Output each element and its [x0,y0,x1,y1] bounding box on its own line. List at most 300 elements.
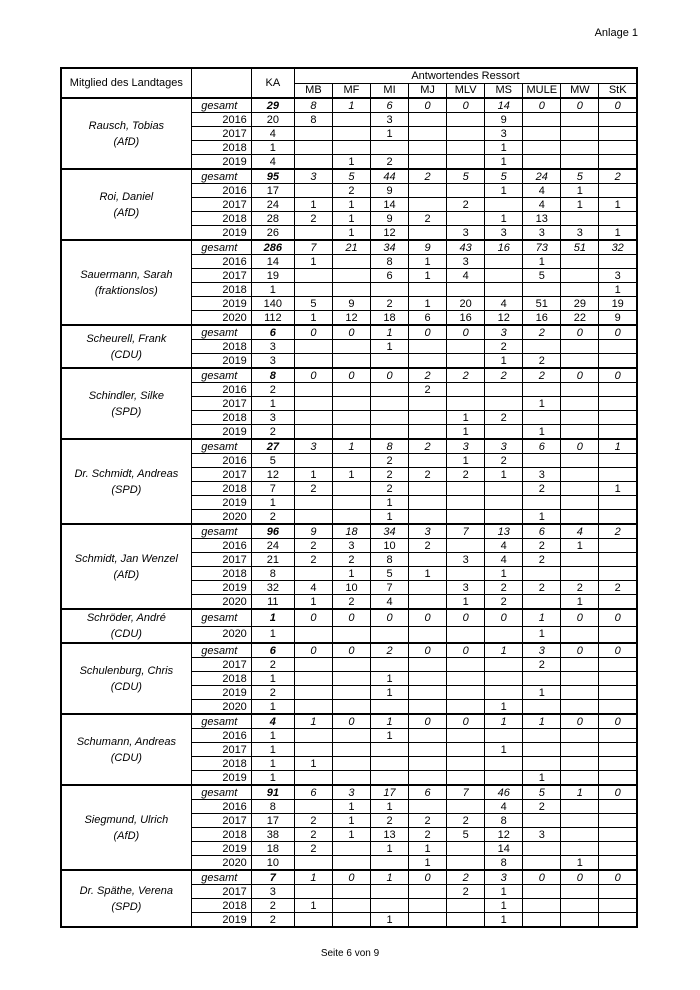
row-label: 2020 [191,856,251,871]
member-cell [61,524,191,609]
ressort-value-mf [332,743,370,757]
ressort-value-mi: 34 [371,524,409,539]
ressort-value-mlv: 5 [447,169,485,184]
ressort-value-ms [485,672,523,686]
ressort-value-mf [332,729,370,743]
ressort-value-stk: 0 [599,609,637,626]
ressort-value-mule [523,700,561,715]
ressort-value-mw [561,800,599,814]
ressort-value-mb [294,354,332,369]
ressort-value-mlv [447,127,485,141]
ka-value: 5 [251,454,294,468]
member-total-row [61,785,637,800]
ressort-value-mi: 1 [371,510,409,525]
ressort-value-mule: 6 [523,439,561,454]
ressort-value-mw [561,567,599,581]
row-label: gesamt [191,609,251,626]
ressort-value-mj: 2 [409,539,447,553]
ka-value: 8 [251,800,294,814]
ressort-value-mi [371,856,409,871]
ka-value: 96 [251,524,294,539]
ressort-value-stk [599,127,637,141]
ressort-value-mj [409,899,447,913]
ressort-value-mb: 1 [294,899,332,913]
row-label: 2018 [191,672,251,686]
ressort-value-mj [409,425,447,440]
ressort-value-mf: 0 [332,714,370,729]
ressort-value-mw: 0 [561,98,599,113]
row-label: 2018 [191,757,251,771]
ressort-value-mlv: 3 [447,255,485,269]
ressort-value-mf [332,482,370,496]
ressort-value-ms [485,255,523,269]
ressort-value-mi: 1 [371,672,409,686]
ka-value: 14 [251,255,294,269]
ressort-value-mule: 4 [523,184,561,198]
member-name: Scheurell, Frank [86,332,167,345]
row-label: gesamt [191,368,251,383]
ressort-value-mlv [447,757,485,771]
inquiries-table-container [60,67,638,928]
ressort-value-mule [523,340,561,354]
ressort-value-mlv [447,184,485,198]
row-label: 2019 [191,686,251,700]
ressort-value-ms: 1 [485,468,523,482]
ressort-value-ms: 1 [485,700,523,715]
ressort-value-stk [599,539,637,553]
ressort-value-mi [371,771,409,786]
ressort-value-ms [485,383,523,397]
ressort-value-mb [294,658,332,672]
ressort-value-mf: 10 [332,581,370,595]
ressort-value-mj [409,885,447,899]
row-label: gesamt [191,643,251,658]
ressort-value-mj [409,658,447,672]
ressort-value-mw: 0 [561,325,599,340]
ressort-value-mw [561,212,599,226]
ressort-value-mj: 1 [409,255,447,269]
ressort-value-mb [294,729,332,743]
ressort-value-mlv [447,482,485,496]
ressort-value-ms: 9 [485,113,523,127]
ressort-value-ms: 2 [485,340,523,354]
ressort-value-mlv [447,658,485,672]
ressort-value-stk: 1 [599,283,637,297]
row-label: 2019 [191,913,251,928]
ressort-value-mlv: 1 [447,454,485,468]
ressort-value-mule: 3 [523,226,561,241]
ressort-value-mj [409,184,447,198]
ressort-value-mj [409,496,447,510]
ressort-value-mule: 2 [523,325,561,340]
ka-value: 1 [251,496,294,510]
row-label: 2019 [191,297,251,311]
row-label: 2019 [191,771,251,786]
ressort-value-mule [523,842,561,856]
ressort-value-mj [409,354,447,369]
ressort-value-mlv: 0 [447,98,485,113]
ressort-value-mule: 24 [523,169,561,184]
ressort-value-mi [371,899,409,913]
ressort-value-mi [371,626,409,643]
ressort-value-mi: 2 [371,454,409,468]
ressort-value-mf [332,340,370,354]
ressort-value-mb: 1 [294,468,332,482]
row-label: 2016 [191,454,251,468]
ressort-value-mf [332,141,370,155]
row-label: 2019 [191,842,251,856]
ressort-value-ms: 1 [485,141,523,155]
ressort-value-mb: 1 [294,311,332,326]
ressort-value-mf: 0 [332,643,370,658]
ressort-value-mw [561,411,599,425]
ressort-value-mb [294,141,332,155]
ressort-value-mf: 0 [332,609,370,626]
ressort-value-mb: 3 [294,169,332,184]
ressort-value-stk: 19 [599,297,637,311]
ressort-value-mw [561,757,599,771]
ressort-value-mlv [447,856,485,871]
ressort-value-mule: 1 [523,397,561,411]
ressort-value-mule [523,885,561,899]
ressort-value-mlv: 2 [447,814,485,828]
ressort-value-mw [561,354,599,369]
ressort-value-ms: 1 [485,913,523,928]
ressort-value-mlv: 3 [447,553,485,567]
member-total-row [61,169,637,184]
ressort-value-mw: 29 [561,297,599,311]
ressort-value-mule: 4 [523,198,561,212]
ka-value: 17 [251,814,294,828]
member-name: Schindler, Silke [88,389,164,402]
ressort-value-stk [599,700,637,715]
ka-value: 4 [251,155,294,170]
ressort-value-mw [561,283,599,297]
ressort-value-mi [371,658,409,672]
ressort-value-mj [409,686,447,700]
ressort-value-mb: 1 [294,870,332,885]
ressort-value-mi: 4 [371,595,409,610]
ressort-value-ms [485,686,523,700]
row-label: 2017 [191,814,251,828]
row-label: 2016 [191,113,251,127]
ressort-value-mf [332,672,370,686]
ressort-value-mb: 5 [294,297,332,311]
ressort-value-mlv: 2 [447,885,485,899]
ressort-value-mi: 1 [371,686,409,700]
ressort-value-mule: 2 [523,354,561,369]
ressort-value-ms [485,626,523,643]
ressort-value-mj [409,553,447,567]
ressort-value-mule: 1 [523,686,561,700]
ressort-value-mb: 8 [294,98,332,113]
ressort-value-mf [332,885,370,899]
ressort-value-mw [561,269,599,283]
ressort-value-mb [294,913,332,928]
ressort-value-ms [485,496,523,510]
ressort-value-mw [561,686,599,700]
ressort-value-mule: 2 [523,553,561,567]
row-label: 2018 [191,283,251,297]
row-label: 2017 [191,743,251,757]
ressort-value-mf: 1 [332,800,370,814]
ressort-value-mi: 2 [371,814,409,828]
ka-value: 2 [251,510,294,525]
ressort-value-mb: 3 [294,439,332,454]
row-label: 2017 [191,553,251,567]
ressort-value-mule [523,411,561,425]
row-label: 2018 [191,141,251,155]
ressort-value-mule: 6 [523,524,561,539]
ressort-value-mj: 1 [409,269,447,283]
ressort-value-mi: 8 [371,553,409,567]
ressort-value-mule: 2 [523,800,561,814]
ressort-value-mf: 0 [332,325,370,340]
ressort-value-mlv [447,283,485,297]
row-label: 2019 [191,226,251,241]
ressort-value-mlv: 43 [447,240,485,255]
ressort-value-mi: 10 [371,539,409,553]
ressort-value-stk: 2 [599,524,637,539]
ressort-value-mb [294,510,332,525]
ressort-value-ms: 12 [485,311,523,326]
ressort-value-mi: 1 [371,800,409,814]
ka-value: 11 [251,595,294,610]
row-label: 2020 [191,311,251,326]
member-party: (AfD) [113,829,140,842]
ressort-value-mb [294,269,332,283]
ka-value: 3 [251,411,294,425]
ressort-value-ms [485,658,523,672]
row-label: 2016 [191,539,251,553]
ressort-value-mf [332,383,370,397]
ressort-value-stk: 2 [599,169,637,184]
ressort-group-header: Antwortendes Ressort [294,68,637,83]
member-party: (CDU) [110,348,142,361]
ressort-value-mule: 1 [523,609,561,626]
ka-value: 3 [251,885,294,899]
member-cell [61,870,191,927]
row-label: gesamt [191,98,251,113]
ressort-value-mw [561,340,599,354]
ressort-value-mi [371,354,409,369]
member-total-row [61,325,637,340]
ressort-value-mf [332,354,370,369]
ressort-value-mule: 1 [523,255,561,269]
ressort-value-mi: 13 [371,828,409,842]
ressort-value-mj [409,155,447,170]
ressort-value-ms: 1 [485,714,523,729]
row-label: gesamt [191,325,251,340]
member-name: Schulenburg, Chris [79,664,174,677]
ressort-value-mb [294,397,332,411]
ressort-value-ms: 1 [485,354,523,369]
ressort-value-mlv [447,626,485,643]
ressort-value-stk: 0 [599,785,637,800]
ressort-value-mule [523,899,561,913]
ressort-value-mw: 4 [561,524,599,539]
ressort-value-stk [599,856,637,871]
member-party: (SPD) [111,405,142,418]
row-label: 2018 [191,482,251,496]
ressort-value-mi: 9 [371,212,409,226]
ressort-header-ms: MS [485,83,523,98]
ressort-value-mule [523,757,561,771]
ressort-value-ms: 2 [485,454,523,468]
ressort-value-mb [294,771,332,786]
ressort-value-stk [599,354,637,369]
ressort-value-mw: 1 [561,198,599,212]
ressort-value-mw: 0 [561,368,599,383]
member-total-row [61,714,637,729]
ressort-value-mi: 1 [371,870,409,885]
ressort-value-mule [523,141,561,155]
ressort-value-mule: 2 [523,581,561,595]
ressort-value-mule [523,729,561,743]
ressort-value-mi: 0 [371,368,409,383]
ressort-value-mule: 16 [523,311,561,326]
ressort-value-mj [409,127,447,141]
ka-value: 1 [251,700,294,715]
member-name: Dr. Schmidt, Andreas [74,467,179,480]
ressort-value-mi: 1 [371,340,409,354]
ressort-value-mj: 2 [409,439,447,454]
ressort-value-stk [599,255,637,269]
ressort-value-mf [332,626,370,643]
ka-value: 24 [251,539,294,553]
ressort-value-mi: 9 [371,184,409,198]
ressort-value-stk: 0 [599,98,637,113]
ressort-value-mi [371,700,409,715]
ressort-value-mb [294,127,332,141]
ressort-value-mj: 6 [409,311,447,326]
ka-value: 3 [251,340,294,354]
ressort-value-mw: 1 [561,184,599,198]
member-total-row [61,870,637,885]
ressort-value-mb: 1 [294,757,332,771]
ressort-value-mule [523,856,561,871]
ressort-value-mj [409,397,447,411]
member-party: (AfD) [113,206,140,219]
ka-value: 1 [251,141,294,155]
ressort-value-mj: 2 [409,383,447,397]
row-label: 2018 [191,567,251,581]
ressort-value-mw [561,496,599,510]
ressort-value-mule [523,155,561,170]
row-label: 2016 [191,729,251,743]
ressort-value-mw [561,255,599,269]
ressort-value-mb [294,425,332,440]
ressort-value-mi [371,425,409,440]
member-total-row [61,643,637,658]
ressort-value-ms: 46 [485,785,523,800]
ressort-value-mi: 2 [371,155,409,170]
ressort-value-mb [294,454,332,468]
ressort-value-mw [561,482,599,496]
ka-value: 10 [251,856,294,871]
ressort-value-mj [409,510,447,525]
ressort-value-ms: 16 [485,240,523,255]
member-party: (SPD) [111,483,142,496]
ka-value: 8 [251,567,294,581]
row-label: 2017 [191,468,251,482]
row-label: gesamt [191,785,251,800]
ressort-value-stk [599,113,637,127]
member-party: (AfD) [113,568,140,581]
ressort-value-stk [599,771,637,786]
ressort-value-stk: 0 [599,870,637,885]
ressort-value-mi: 7 [371,581,409,595]
ressort-value-mi: 12 [371,226,409,241]
row-label: gesamt [191,524,251,539]
member-cell [61,714,191,785]
ressort-value-mj: 0 [409,643,447,658]
ressort-value-ms: 4 [485,553,523,567]
ressort-value-mb [294,856,332,871]
row-label: 2019 [191,155,251,170]
ressort-value-mf [332,269,370,283]
ressort-value-mf [332,113,370,127]
ressort-value-stk [599,842,637,856]
ressort-value-mule: 2 [523,658,561,672]
ressort-value-ms: 14 [485,842,523,856]
ressort-value-mf: 12 [332,311,370,326]
ressort-value-stk [599,743,637,757]
ressort-value-mf [332,842,370,856]
row-label: 2020 [191,626,251,643]
member-cell [61,785,191,870]
ressort-value-mw [561,842,599,856]
ka-value: 32 [251,581,294,595]
ressort-value-mj [409,757,447,771]
ressort-value-mi: 1 [371,496,409,510]
ressort-value-mi [371,743,409,757]
ressort-value-ms [485,397,523,411]
ressort-value-mlv: 2 [447,468,485,482]
ressort-value-mw [561,700,599,715]
ressort-value-mi: 1 [371,325,409,340]
ressort-value-mj [409,482,447,496]
ressort-value-ms [485,198,523,212]
member-name: Sauermann, Sarah [80,268,173,281]
ressort-value-ms [485,771,523,786]
ressort-value-mi: 3 [371,113,409,127]
ressort-value-ms: 13 [485,524,523,539]
ressort-value-ms [485,283,523,297]
header-row-top [61,68,637,83]
member-party: (SPD) [111,900,142,913]
ressort-value-ms: 1 [485,643,523,658]
ressort-value-mw [561,127,599,141]
member-name: Schmidt, Jan Wenzel [74,552,178,565]
ressort-value-stk [599,212,637,226]
ressort-value-mw [561,113,599,127]
ressort-value-mlv: 7 [447,524,485,539]
row-label: 2017 [191,269,251,283]
ressort-value-mb [294,672,332,686]
ressort-value-mi [371,383,409,397]
ressort-value-ms: 1 [485,212,523,226]
ressort-value-mi [371,411,409,425]
ressort-value-mule: 2 [523,539,561,553]
ressort-value-mi: 1 [371,842,409,856]
ressort-value-mj [409,340,447,354]
ressort-value-mlv: 0 [447,714,485,729]
ressort-value-stk [599,553,637,567]
ressort-value-stk: 0 [599,714,637,729]
ressort-value-mf [332,913,370,928]
ressort-value-mf [332,496,370,510]
